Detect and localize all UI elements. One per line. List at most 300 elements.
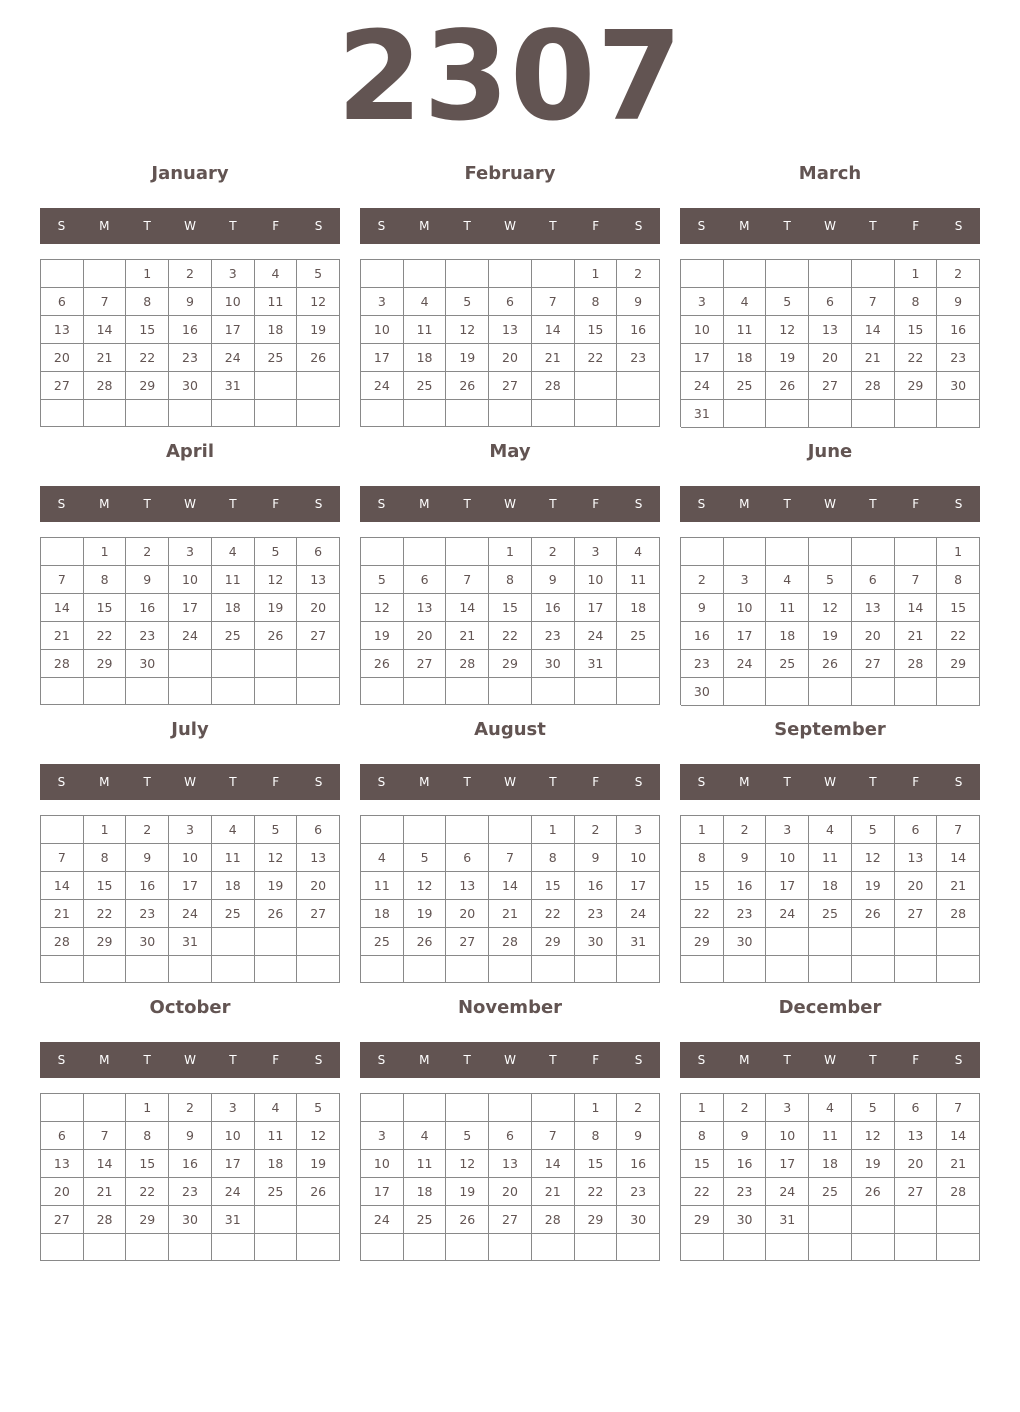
day-cell: 13	[404, 594, 447, 622]
day-cell: 10	[361, 316, 404, 344]
day-cell: 26	[852, 900, 895, 928]
day-cell: 21	[852, 344, 895, 372]
weekday-label: F	[592, 497, 600, 511]
day-cell: 1	[84, 538, 127, 566]
weekday-label: W	[504, 497, 516, 511]
day-cell: 2	[937, 260, 980, 288]
day-cell: 3	[617, 816, 660, 844]
day-cell: 16	[724, 872, 767, 900]
day-cell: 22	[681, 1178, 724, 1206]
day-cell: 5	[361, 566, 404, 594]
empty-day-cell	[126, 1234, 169, 1261]
day-cell: 3	[575, 538, 618, 566]
day-cell: 25	[809, 900, 852, 928]
empty-day-cell	[724, 678, 767, 706]
day-cell: 9	[126, 844, 169, 872]
day-cell: 5	[766, 288, 809, 316]
day-cell: 27	[297, 622, 340, 650]
day-cell: 5	[852, 816, 895, 844]
day-cell: 21	[84, 1178, 127, 1206]
empty-day-cell	[297, 678, 340, 705]
weekday-header	[360, 208, 660, 244]
empty-day-cell	[532, 260, 575, 288]
day-cell: 19	[297, 316, 340, 344]
empty-day-cell	[361, 816, 404, 844]
day-cell: 31	[212, 1206, 255, 1234]
empty-day-cell	[169, 1234, 212, 1261]
day-cell: 2	[575, 816, 618, 844]
day-cell: 7	[84, 288, 127, 316]
day-cell: 27	[297, 900, 340, 928]
month-may	[360, 436, 660, 716]
empty-day-cell	[361, 956, 404, 983]
empty-day-cell	[766, 538, 809, 566]
empty-day-cell	[41, 1094, 84, 1122]
day-cell: 6	[41, 1122, 84, 1150]
day-cell: 30	[169, 1206, 212, 1234]
day-cell: 7	[446, 566, 489, 594]
day-cell: 17	[766, 872, 809, 900]
day-cell: 16	[617, 1150, 660, 1178]
day-cell: 6	[41, 288, 84, 316]
empty-day-cell	[575, 956, 618, 983]
day-cell: 19	[852, 1150, 895, 1178]
day-cell: 14	[446, 594, 489, 622]
day-cell: 15	[126, 316, 169, 344]
empty-day-cell	[489, 400, 532, 427]
month-name: October	[149, 997, 231, 1018]
month-name: September	[774, 719, 886, 740]
empty-day-cell	[212, 956, 255, 983]
day-cell: 2	[724, 816, 767, 844]
day-cell: 5	[255, 816, 298, 844]
weekday-label: M	[99, 219, 110, 233]
day-cell: 25	[724, 372, 767, 400]
weekday-label: S	[954, 775, 963, 789]
day-cell: 17	[212, 316, 255, 344]
day-cell: 27	[446, 928, 489, 956]
day-cell: 20	[852, 622, 895, 650]
empty-day-cell	[126, 956, 169, 983]
day-cell: 19	[446, 344, 489, 372]
empty-day-cell	[852, 400, 895, 428]
day-cell: 25	[361, 928, 404, 956]
day-cell: 2	[532, 538, 575, 566]
day-cell: 2	[681, 566, 724, 594]
day-cell: 6	[809, 288, 852, 316]
day-cell: 7	[532, 1122, 575, 1150]
day-cell: 13	[895, 1122, 938, 1150]
empty-day-cell	[766, 260, 809, 288]
day-cell: 3	[681, 288, 724, 316]
day-cell: 27	[41, 1206, 84, 1234]
day-cell: 23	[169, 1178, 212, 1206]
empty-day-cell	[766, 1234, 809, 1261]
day-cell: 9	[532, 566, 575, 594]
day-cell: 1	[681, 1094, 724, 1122]
day-grid	[360, 1093, 660, 1261]
day-cell: 10	[617, 844, 660, 872]
empty-day-cell	[489, 260, 532, 288]
empty-day-cell	[255, 1206, 298, 1234]
weekday-label: S	[57, 775, 66, 789]
day-cell: 11	[212, 566, 255, 594]
day-grid	[360, 537, 660, 705]
empty-day-cell	[446, 1234, 489, 1261]
day-cell: 26	[446, 1206, 489, 1234]
month-name: May	[489, 441, 531, 462]
weekday-header	[360, 1042, 660, 1078]
day-cell: 22	[126, 344, 169, 372]
empty-day-cell	[255, 372, 298, 400]
day-cell: 29	[532, 928, 575, 956]
empty-day-cell	[446, 1094, 489, 1122]
empty-day-cell	[852, 1234, 895, 1261]
empty-day-cell	[937, 956, 980, 983]
day-cell: 19	[809, 622, 852, 650]
day-cell: 2	[617, 1094, 660, 1122]
day-cell: 2	[126, 816, 169, 844]
empty-day-cell	[724, 1234, 767, 1261]
day-cell: 27	[895, 1178, 938, 1206]
empty-day-cell	[724, 538, 767, 566]
empty-day-cell	[575, 678, 618, 705]
day-cell: 10	[169, 844, 212, 872]
day-cell: 7	[895, 566, 938, 594]
weekday-label: W	[184, 497, 196, 511]
day-cell: 1	[126, 1094, 169, 1122]
weekday-label: S	[314, 775, 323, 789]
empty-day-cell	[852, 260, 895, 288]
empty-day-cell	[169, 956, 212, 983]
weekday-label: W	[184, 775, 196, 789]
day-cell: 3	[169, 816, 212, 844]
day-cell: 20	[895, 1150, 938, 1178]
day-cell: 30	[169, 372, 212, 400]
day-cell: 30	[532, 650, 575, 678]
empty-day-cell	[84, 678, 127, 705]
day-cell: 18	[212, 594, 255, 622]
day-cell: 6	[489, 1122, 532, 1150]
weekday-label: T	[869, 219, 877, 233]
day-grid	[40, 537, 340, 705]
empty-day-cell	[361, 538, 404, 566]
day-cell: 21	[84, 344, 127, 372]
empty-day-cell	[895, 928, 938, 956]
day-cell: 5	[297, 260, 340, 288]
empty-day-cell	[617, 372, 660, 400]
weekday-header	[360, 764, 660, 800]
weekday-label: T	[229, 219, 237, 233]
empty-day-cell	[255, 956, 298, 983]
weekday-label: F	[912, 775, 920, 789]
empty-day-cell	[41, 1234, 84, 1261]
day-cell: 16	[681, 622, 724, 650]
day-cell: 27	[41, 372, 84, 400]
empty-day-cell	[169, 678, 212, 705]
day-cell: 8	[84, 566, 127, 594]
month-name: January	[151, 163, 229, 184]
day-cell: 18	[617, 594, 660, 622]
day-cell: 24	[766, 1178, 809, 1206]
weekday-label: W	[824, 1053, 836, 1067]
day-cell: 16	[532, 594, 575, 622]
day-cell: 13	[297, 844, 340, 872]
weekday-label: W	[504, 1053, 516, 1067]
weekday-label: S	[377, 1053, 386, 1067]
day-cell: 17	[681, 344, 724, 372]
day-cell: 24	[212, 1178, 255, 1206]
day-cell: 6	[297, 816, 340, 844]
weekday-header	[680, 208, 980, 244]
day-cell: 19	[361, 622, 404, 650]
month-january	[40, 158, 340, 438]
day-cell: 30	[575, 928, 618, 956]
month-february	[360, 158, 660, 438]
day-cell: 25	[212, 622, 255, 650]
day-cell: 27	[852, 650, 895, 678]
day-cell: 22	[489, 622, 532, 650]
day-cell: 31	[766, 1206, 809, 1234]
empty-day-cell	[895, 400, 938, 428]
day-cell: 23	[532, 622, 575, 650]
weekday-label: S	[954, 219, 963, 233]
empty-day-cell	[724, 400, 767, 428]
weekday-label: T	[869, 497, 877, 511]
empty-day-cell	[809, 538, 852, 566]
day-cell: 28	[852, 372, 895, 400]
day-cell: 15	[681, 872, 724, 900]
empty-day-cell	[532, 1094, 575, 1122]
day-cell: 22	[681, 900, 724, 928]
day-cell: 8	[937, 566, 980, 594]
day-cell: 28	[41, 650, 84, 678]
day-cell: 22	[84, 900, 127, 928]
day-cell: 20	[489, 1178, 532, 1206]
day-cell: 11	[404, 316, 447, 344]
weekday-label: M	[99, 1053, 110, 1067]
day-cell: 28	[489, 928, 532, 956]
weekday-label: S	[377, 775, 386, 789]
weekday-label: M	[739, 497, 750, 511]
empty-day-cell	[852, 1206, 895, 1234]
day-cell: 17	[212, 1150, 255, 1178]
day-cell: 24	[766, 900, 809, 928]
day-cell: 6	[404, 566, 447, 594]
weekday-label: M	[419, 775, 430, 789]
day-cell: 20	[297, 872, 340, 900]
day-grid	[40, 815, 340, 983]
day-cell: 5	[255, 538, 298, 566]
day-cell: 31	[169, 928, 212, 956]
empty-day-cell	[446, 678, 489, 705]
weekday-label: T	[549, 1053, 557, 1067]
day-cell: 28	[532, 1206, 575, 1234]
weekday-label: S	[377, 219, 386, 233]
weekday-label: S	[57, 1053, 66, 1067]
day-cell: 19	[766, 344, 809, 372]
day-cell: 14	[41, 872, 84, 900]
weekday-label: M	[739, 775, 750, 789]
day-cell: 4	[255, 1094, 298, 1122]
day-cell: 26	[766, 372, 809, 400]
empty-day-cell	[297, 928, 340, 956]
day-cell: 31	[575, 650, 618, 678]
day-cell: 4	[617, 538, 660, 566]
day-cell: 11	[255, 288, 298, 316]
day-grid	[360, 259, 660, 427]
day-cell: 26	[809, 650, 852, 678]
day-cell: 22	[895, 344, 938, 372]
weekday-label: T	[869, 1053, 877, 1067]
day-cell: 21	[41, 622, 84, 650]
empty-day-cell	[809, 400, 852, 428]
day-cell: 26	[852, 1178, 895, 1206]
day-cell: 29	[489, 650, 532, 678]
empty-day-cell	[361, 400, 404, 427]
day-cell: 12	[809, 594, 852, 622]
day-cell: 24	[617, 900, 660, 928]
day-cell: 22	[575, 344, 618, 372]
day-cell: 12	[297, 1122, 340, 1150]
empty-day-cell	[361, 678, 404, 705]
day-cell: 25	[212, 900, 255, 928]
day-cell: 29	[681, 1206, 724, 1234]
day-grid	[360, 815, 660, 983]
day-cell: 2	[617, 260, 660, 288]
month-october	[40, 992, 340, 1272]
weekday-label: S	[57, 219, 66, 233]
empty-day-cell	[489, 816, 532, 844]
weekday-label: T	[783, 497, 791, 511]
empty-day-cell	[361, 260, 404, 288]
month-name: November	[457, 997, 563, 1018]
day-cell: 14	[84, 1150, 127, 1178]
day-cell: 28	[895, 650, 938, 678]
weekday-label: T	[549, 775, 557, 789]
day-cell: 5	[809, 566, 852, 594]
day-cell: 13	[852, 594, 895, 622]
empty-day-cell	[532, 1234, 575, 1261]
empty-day-cell	[84, 1094, 127, 1122]
day-cell: 20	[489, 344, 532, 372]
empty-day-cell	[41, 956, 84, 983]
weekday-label: S	[697, 775, 706, 789]
day-cell: 28	[84, 1206, 127, 1234]
day-cell: 21	[895, 622, 938, 650]
day-cell: 4	[809, 816, 852, 844]
weekday-label: S	[314, 1053, 323, 1067]
empty-day-cell	[404, 1094, 447, 1122]
day-cell: 18	[212, 872, 255, 900]
day-cell: 11	[361, 872, 404, 900]
day-cell: 18	[766, 622, 809, 650]
day-cell: 25	[809, 1178, 852, 1206]
day-cell: 13	[895, 844, 938, 872]
empty-day-cell	[617, 400, 660, 427]
empty-day-cell	[809, 956, 852, 983]
day-cell: 31	[212, 372, 255, 400]
day-cell: 2	[724, 1094, 767, 1122]
day-cell: 9	[575, 844, 618, 872]
day-cell: 26	[255, 622, 298, 650]
day-cell: 16	[126, 594, 169, 622]
day-cell: 8	[84, 844, 127, 872]
day-cell: 4	[212, 538, 255, 566]
weekday-label: W	[184, 1053, 196, 1067]
empty-day-cell	[809, 1206, 852, 1234]
day-cell: 20	[41, 344, 84, 372]
weekday-label: W	[504, 775, 516, 789]
day-cell: 16	[169, 316, 212, 344]
day-cell: 17	[361, 344, 404, 372]
weekday-header	[40, 1042, 340, 1078]
day-cell: 3	[766, 816, 809, 844]
day-cell: 17	[169, 872, 212, 900]
empty-day-cell	[766, 678, 809, 706]
empty-day-cell	[937, 928, 980, 956]
empty-day-cell	[169, 650, 212, 678]
weekday-label: T	[463, 219, 471, 233]
day-cell: 1	[681, 816, 724, 844]
weekday-label: T	[463, 775, 471, 789]
day-cell: 1	[937, 538, 980, 566]
weekday-label: T	[549, 497, 557, 511]
day-grid	[40, 1093, 340, 1261]
day-cell: 26	[255, 900, 298, 928]
day-cell: 3	[361, 288, 404, 316]
day-cell: 7	[937, 816, 980, 844]
day-cell: 9	[169, 288, 212, 316]
empty-day-cell	[41, 400, 84, 427]
day-cell: 10	[169, 566, 212, 594]
weekday-label: F	[592, 219, 600, 233]
empty-day-cell	[212, 650, 255, 678]
year-title: 2307	[336, 6, 684, 149]
empty-day-cell	[126, 400, 169, 427]
day-cell: 14	[532, 1150, 575, 1178]
day-cell: 2	[169, 1094, 212, 1122]
day-cell: 6	[446, 844, 489, 872]
day-cell: 19	[255, 872, 298, 900]
day-cell: 7	[41, 844, 84, 872]
empty-day-cell	[895, 1234, 938, 1261]
day-cell: 25	[766, 650, 809, 678]
empty-day-cell	[404, 1234, 447, 1261]
day-cell: 18	[404, 1178, 447, 1206]
day-cell: 13	[489, 316, 532, 344]
empty-day-cell	[84, 400, 127, 427]
day-cell: 23	[937, 344, 980, 372]
empty-day-cell	[404, 538, 447, 566]
day-grid	[680, 1093, 980, 1261]
empty-day-cell	[255, 650, 298, 678]
weekday-label: S	[697, 219, 706, 233]
day-cell: 11	[617, 566, 660, 594]
day-cell: 10	[575, 566, 618, 594]
day-cell: 5	[404, 844, 447, 872]
day-cell: 10	[212, 288, 255, 316]
weekday-label: M	[99, 775, 110, 789]
day-cell: 29	[575, 1206, 618, 1234]
day-cell: 14	[84, 316, 127, 344]
empty-day-cell	[937, 1234, 980, 1261]
day-cell: 11	[809, 1122, 852, 1150]
day-cell: 14	[895, 594, 938, 622]
empty-day-cell	[446, 260, 489, 288]
day-cell: 19	[852, 872, 895, 900]
day-cell: 29	[681, 928, 724, 956]
